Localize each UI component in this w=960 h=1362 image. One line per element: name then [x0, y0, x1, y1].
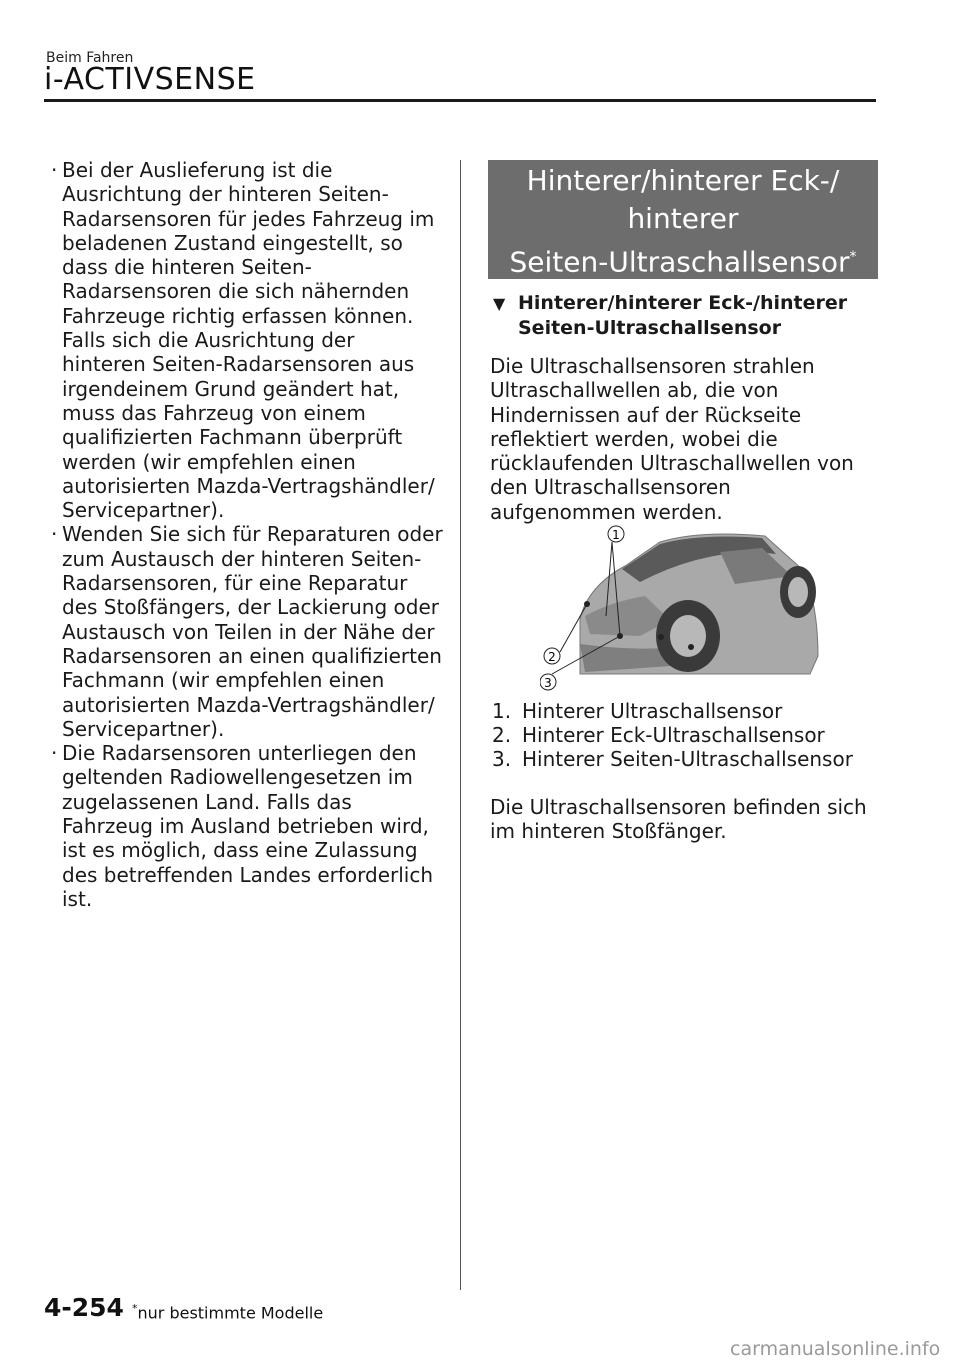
legend-item: 2. Hinterer Eck-Ultraschallsensor: [492, 723, 825, 747]
bullet-item: · Wenden Sie sich für Reparaturen oder zum Austausch der hinteren Seiten-Radarsensoren, für eine Reparatur des Stoßfängers, der Lackierung oder Austausch von Teilen in der Nähe der Radarsensoren an einen qualifizierten Fachmann (wir empfehlen einen autorisierten Mazda-Vertragshändler/ Servicepartner).: [51, 522, 443, 741]
intro-paragraph: Die Ultraschallsensoren strahlen Ultraschallwellen ab, die von Hindernissen auf der Rückseite reflektiert werden, wobei die rücklaufenden Ultraschallwellen von den Ultraschallsensoren aufgenommen werden.: [490, 354, 854, 524]
header-section-label: Beim Fahren: [46, 50, 134, 66]
header-rule: [44, 99, 876, 102]
left-column: [48, 158, 443, 911]
bullet-dot-icon: ·: [51, 158, 58, 182]
bullet-dot-icon: ·: [51, 741, 58, 766]
footnote: *nur bestimmte Modelle: [132, 1302, 324, 1323]
closing-paragraph: Die Ultraschallsensoren befinden sich im hinteren Stoßfänger.: [490, 795, 867, 844]
section-title-line3: Seiten-Ultraschallsensor*: [509, 245, 857, 279]
triangle-down-icon: ▼: [493, 294, 506, 313]
callout-2-label: 2: [548, 650, 556, 664]
right-column: [490, 291, 880, 524]
section-title-line2: hinterer: [627, 202, 739, 235]
section-title-line1: Hinterer/hinterer Eck-/: [526, 164, 840, 197]
bullet-item: · Die Radarsensoren unterliegen den geltenden Radiowellengesetzen im zugelassenen Land. Falls das Fahrzeug im Ausland betrieben wird, ist es möglich, dass eine Zulassung des betreffenden Landes erforderlich ist.: [51, 741, 434, 911]
column-divider: [460, 160, 461, 1290]
figure-legend: [492, 699, 853, 771]
callout-3-label: 3: [544, 676, 552, 690]
header-chapter-title: i-ACTIVSENSE: [44, 62, 256, 97]
asterisk-mark: *: [849, 249, 857, 265]
legend-item: 1. Hinterer Ultraschallsensor: [492, 699, 783, 723]
legend-item: 3. Hinterer Seiten-Ultraschallsensor: [492, 747, 853, 771]
callout-1-label: 1: [612, 528, 620, 542]
bullet-item: · Bei der Auslieferung ist die Ausrichtung der hinteren Seiten-Radarsensoren für jedes Fahrzeug im beladenen Zustand eingestellt, so dass die hinteren Seiten-Radarsensoren die sich nähernden Fahrzeuge richtig erfassen können. Falls sich die Ausrichtung der hinteren Seiten-Radarsensoren aus irgendeinem Grund geändert hat, muss das Fahrzeug von einem qualifizierten Fachmann überprüft werden (wir empfehlen einen autorisierten Mazda-Vertragshändler/ Servicepartner).: [51, 158, 435, 523]
bullet-dot-icon: ·: [51, 522, 58, 547]
section-title-box: [488, 160, 878, 279]
subsection-heading: ▼ Hinterer/hinterer Eck-/hinterer Seiten-Ultraschallsensor: [493, 292, 848, 339]
watermark: carmanualsonline.info: [730, 1338, 941, 1360]
rear-sensor-car-illustration: [540, 524, 822, 694]
page-number: 4-254: [44, 1293, 124, 1322]
